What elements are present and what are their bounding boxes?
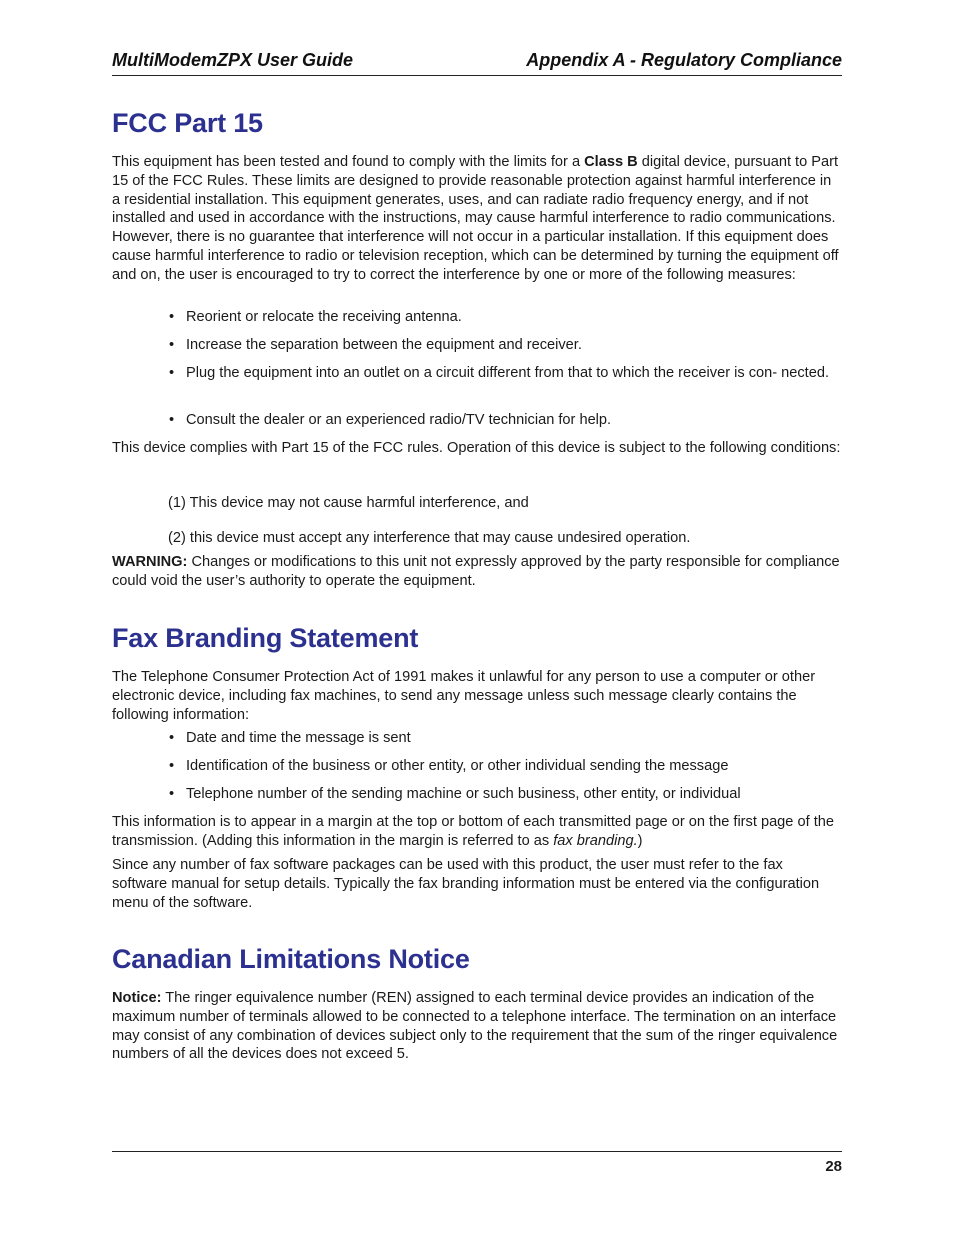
fcc-para1-text-a: This equipment has been tested and found to comply with the limits for a: [112, 154, 585, 170]
page-number: 28: [825, 1158, 842, 1175]
bullet-icon: •: [169, 365, 175, 381]
fax-bullet-2-text: Identification of the business or other entity, or other individual sending the message: [186, 758, 729, 774]
fcc-condition-1: (1) This device may not cause harmful interference, and: [168, 495, 529, 511]
running-header: [112, 48, 842, 76]
warning-label: WARNING:: [112, 554, 188, 570]
notice-label: Notice:: [112, 990, 162, 1006]
fcc-condition-2: (2) this device must accept any interference that may cause undesired operation.: [168, 530, 691, 546]
fcc-bullet-4: [169, 411, 836, 430]
heading-fax-branding: Fax Branding Statement: [112, 623, 419, 653]
bullet-icon: •: [169, 730, 175, 746]
fax-bullet-1: [169, 729, 836, 748]
fcc-class-b: Class B: [584, 154, 638, 170]
header-section-title: Appendix A - Regulatory Compliance: [526, 50, 842, 70]
fax-bullet-3-text: Telephone number of the sending machine or such business, other entity, or individual: [186, 786, 741, 802]
fcc-bullet-1-text: Reorient or relocate the receiving antenna.: [186, 309, 462, 325]
fcc-paragraph-2: This device complies with Part 15 of the FCC rules. Operation of this device is subject to the following conditions:: [112, 440, 841, 456]
fax-bullet-1-text: Date and time the message is sent: [186, 730, 411, 746]
heading-canadian-limitations: Canadian Limitations Notice: [112, 944, 470, 974]
fax-para2-text-a: This information is to appear in a margin at the top or bottom of each transmitted page or on the first page of the transmission. (Adding this information in the margin is referred to as: [112, 814, 834, 849]
fax-paragraph-2: [112, 813, 842, 851]
fcc-bullet-2-text: Increase the separation between the equipment and receiver.: [186, 337, 582, 353]
fcc-para1-text-b: digital device, pursuant to Part 15 of the FCC Rules. These limits are designed to provide reasonable protection against harmful interference in a residential installation. This equipment generates, uses, and can radiate radio frequency energy, and if not installed and used in accordance with the instructions, may cause harmful interference to radio communications. However, there is no guarantee that interference will not occur in a particular installation. If this equipment does cause harmful interference to radio or television reception, which can be determined by turning the equipment off and on, the user is encouraged to try to correct the interference by one or more of the following measures:: [112, 154, 839, 283]
fcc-bullet-2: [169, 336, 836, 355]
fax-bullet-2: [169, 757, 836, 776]
fax-paragraph-1: The Telephone Consumer Protection Act of 1991 makes it unlawful for any person to use a computer or other electronic device, including fax machines, to send any message unless such message clearly contains the following information:: [112, 669, 816, 723]
warning-text: Changes or modifications to this unit not expressly approved by the party responsible for compliance could void the user’s authority to operate the equipment.: [112, 554, 840, 589]
fcc-bullet-1: [169, 308, 836, 327]
bullet-icon: •: [169, 758, 175, 774]
fcc-bullet-4-text: Consult the dealer or an experienced radio/TV technician for help.: [186, 412, 612, 428]
heading-fcc-part-15: FCC Part 15: [112, 108, 263, 138]
bullet-icon: •: [169, 412, 175, 428]
bullet-icon: •: [169, 337, 175, 353]
bullet-icon: •: [169, 786, 175, 802]
fax-paragraph-3: Since any number of fax software packages can be used with this product, the user must refer to the fax software manual for setup details. Typically the fax branding information must be entered via the configuration menu of the software.: [112, 857, 820, 911]
fax-para2-text-b: ): [637, 832, 643, 849]
fax-branding-term: fax branding.: [553, 832, 638, 849]
fcc-warning: [112, 553, 842, 591]
fcc-paragraph-1: [112, 153, 842, 285]
header-guide-title: MultiModemZPX User Guide: [112, 50, 354, 70]
notice-text: The ringer equivalence number (REN) assigned to each terminal device provides an indication of the maximum number of terminals allowed to be connected to a telephone interface. The termination on an interface may consist of any combination of devices subject only to the requirement that the sum of the ringer equivalence numbers of all the devices does not exceed 5.: [112, 990, 838, 1063]
fcc-bullet-3: [169, 364, 836, 383]
canadian-notice: [112, 989, 842, 1064]
footer-rule: [112, 1151, 842, 1152]
fax-bullet-3: [169, 785, 836, 804]
fcc-bullet-3-text: Plug the equipment into an outlet on a circuit different from that to which the receiver is con- nected.: [186, 365, 830, 381]
bullet-icon: •: [169, 309, 175, 325]
